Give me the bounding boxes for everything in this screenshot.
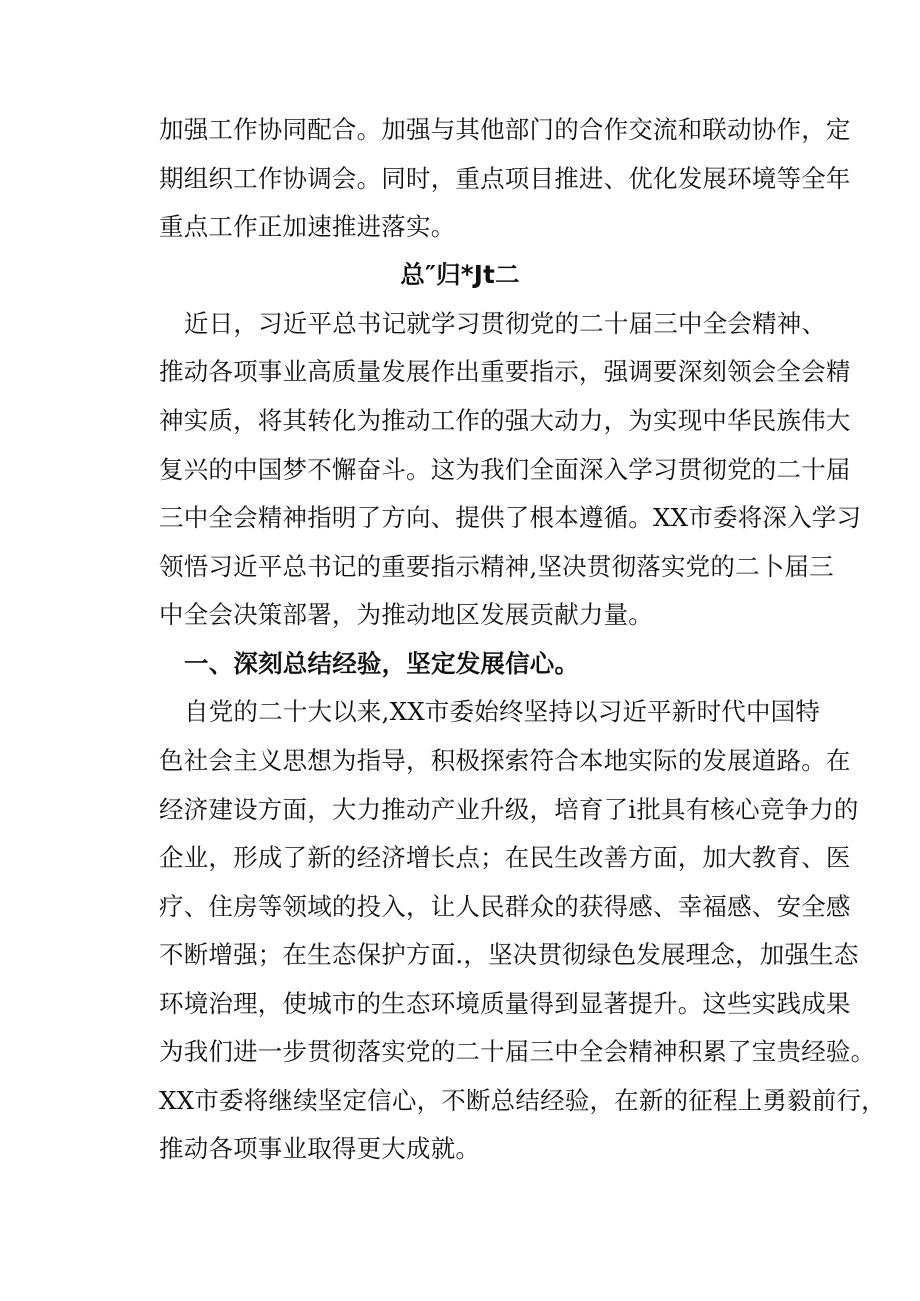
paragraph-3-line: 不断增强；在生态保护方面.，坚决贯彻绿色发展理念，加强生态	[159, 940, 859, 969]
paragraph-3-line: 为我们进一步贯彻落实党的二十届三中全会精神积累了宝贵经验。	[159, 1037, 876, 1066]
paragraph-2-line: 复兴的中国梦不懈奋斗。这为我们全面深入学习贯彻党的二十届	[159, 455, 851, 484]
paragraph-2-line: 近日，习近平总书记就学习贯彻党的二十届三中全会精神、	[184, 309, 827, 338]
paragraph-3-line: 疗、住房等领域的投入，让人民群众的获得感、幸福感、安全感	[159, 892, 851, 921]
paragraph-1-line: 期组织工作协调会。同时，重点项目推进、优化发展环境等全年	[159, 164, 851, 193]
paragraph-2-line: 领悟习近平总书记的重要指示精神,坚决贯彻落实党的二卜届三	[159, 552, 834, 581]
paragraph-3-line: XX市委将继续坚定信心，不断总结经验，在新的征程上勇毅前行，	[159, 1086, 886, 1115]
paragraph-3-line: 企业，形成了新的经济增长点；在民生改善方面，加大教育、医	[159, 843, 851, 872]
paragraph-3-line: 环境治理，使城市的生态环境质量得到显著提升。这些实践成果	[159, 989, 851, 1018]
subheading-1: 一、深刻总结经验，坚定发展信心。	[184, 649, 580, 678]
paragraph-2-line: 神实质，将其转化为推动工作的强大动力，为实现中华民族伟大	[159, 406, 851, 435]
paragraph-3-line: 经济建设方面，大力推动产业升级，培育了i批具有核心竞争力的	[159, 795, 859, 824]
paragraph-3-line: 推动各项事业取得更大成就。	[159, 1134, 481, 1163]
paragraph-2-line: 三中全会精神指明了方向、提供了根本遵循。XX市委将深入学习	[159, 503, 862, 532]
paragraph-3-line: 自党的二十大以来,XX市委始终坚持以习近平新时代中国特	[184, 697, 821, 726]
paragraph-1-line: 加强工作协同配合。加强与其他部门的合作交流和联动协作，定	[159, 115, 851, 144]
paragraph-3-line: 色社会主义思想为指导，积极探索符合本地实际的发展道路。在	[159, 746, 851, 775]
section-heading: 总″归*Jt二	[400, 260, 520, 289]
paragraph-1-line: 重点工作正加速推进落实。	[159, 212, 456, 241]
paragraph-2-line: 推动各项事业高质量发展作出重要指示，强调要深刻领会全会精	[159, 357, 851, 386]
paragraph-2-line: 中全会决策部署，为推动地区发展贡献力量。	[159, 600, 653, 629]
